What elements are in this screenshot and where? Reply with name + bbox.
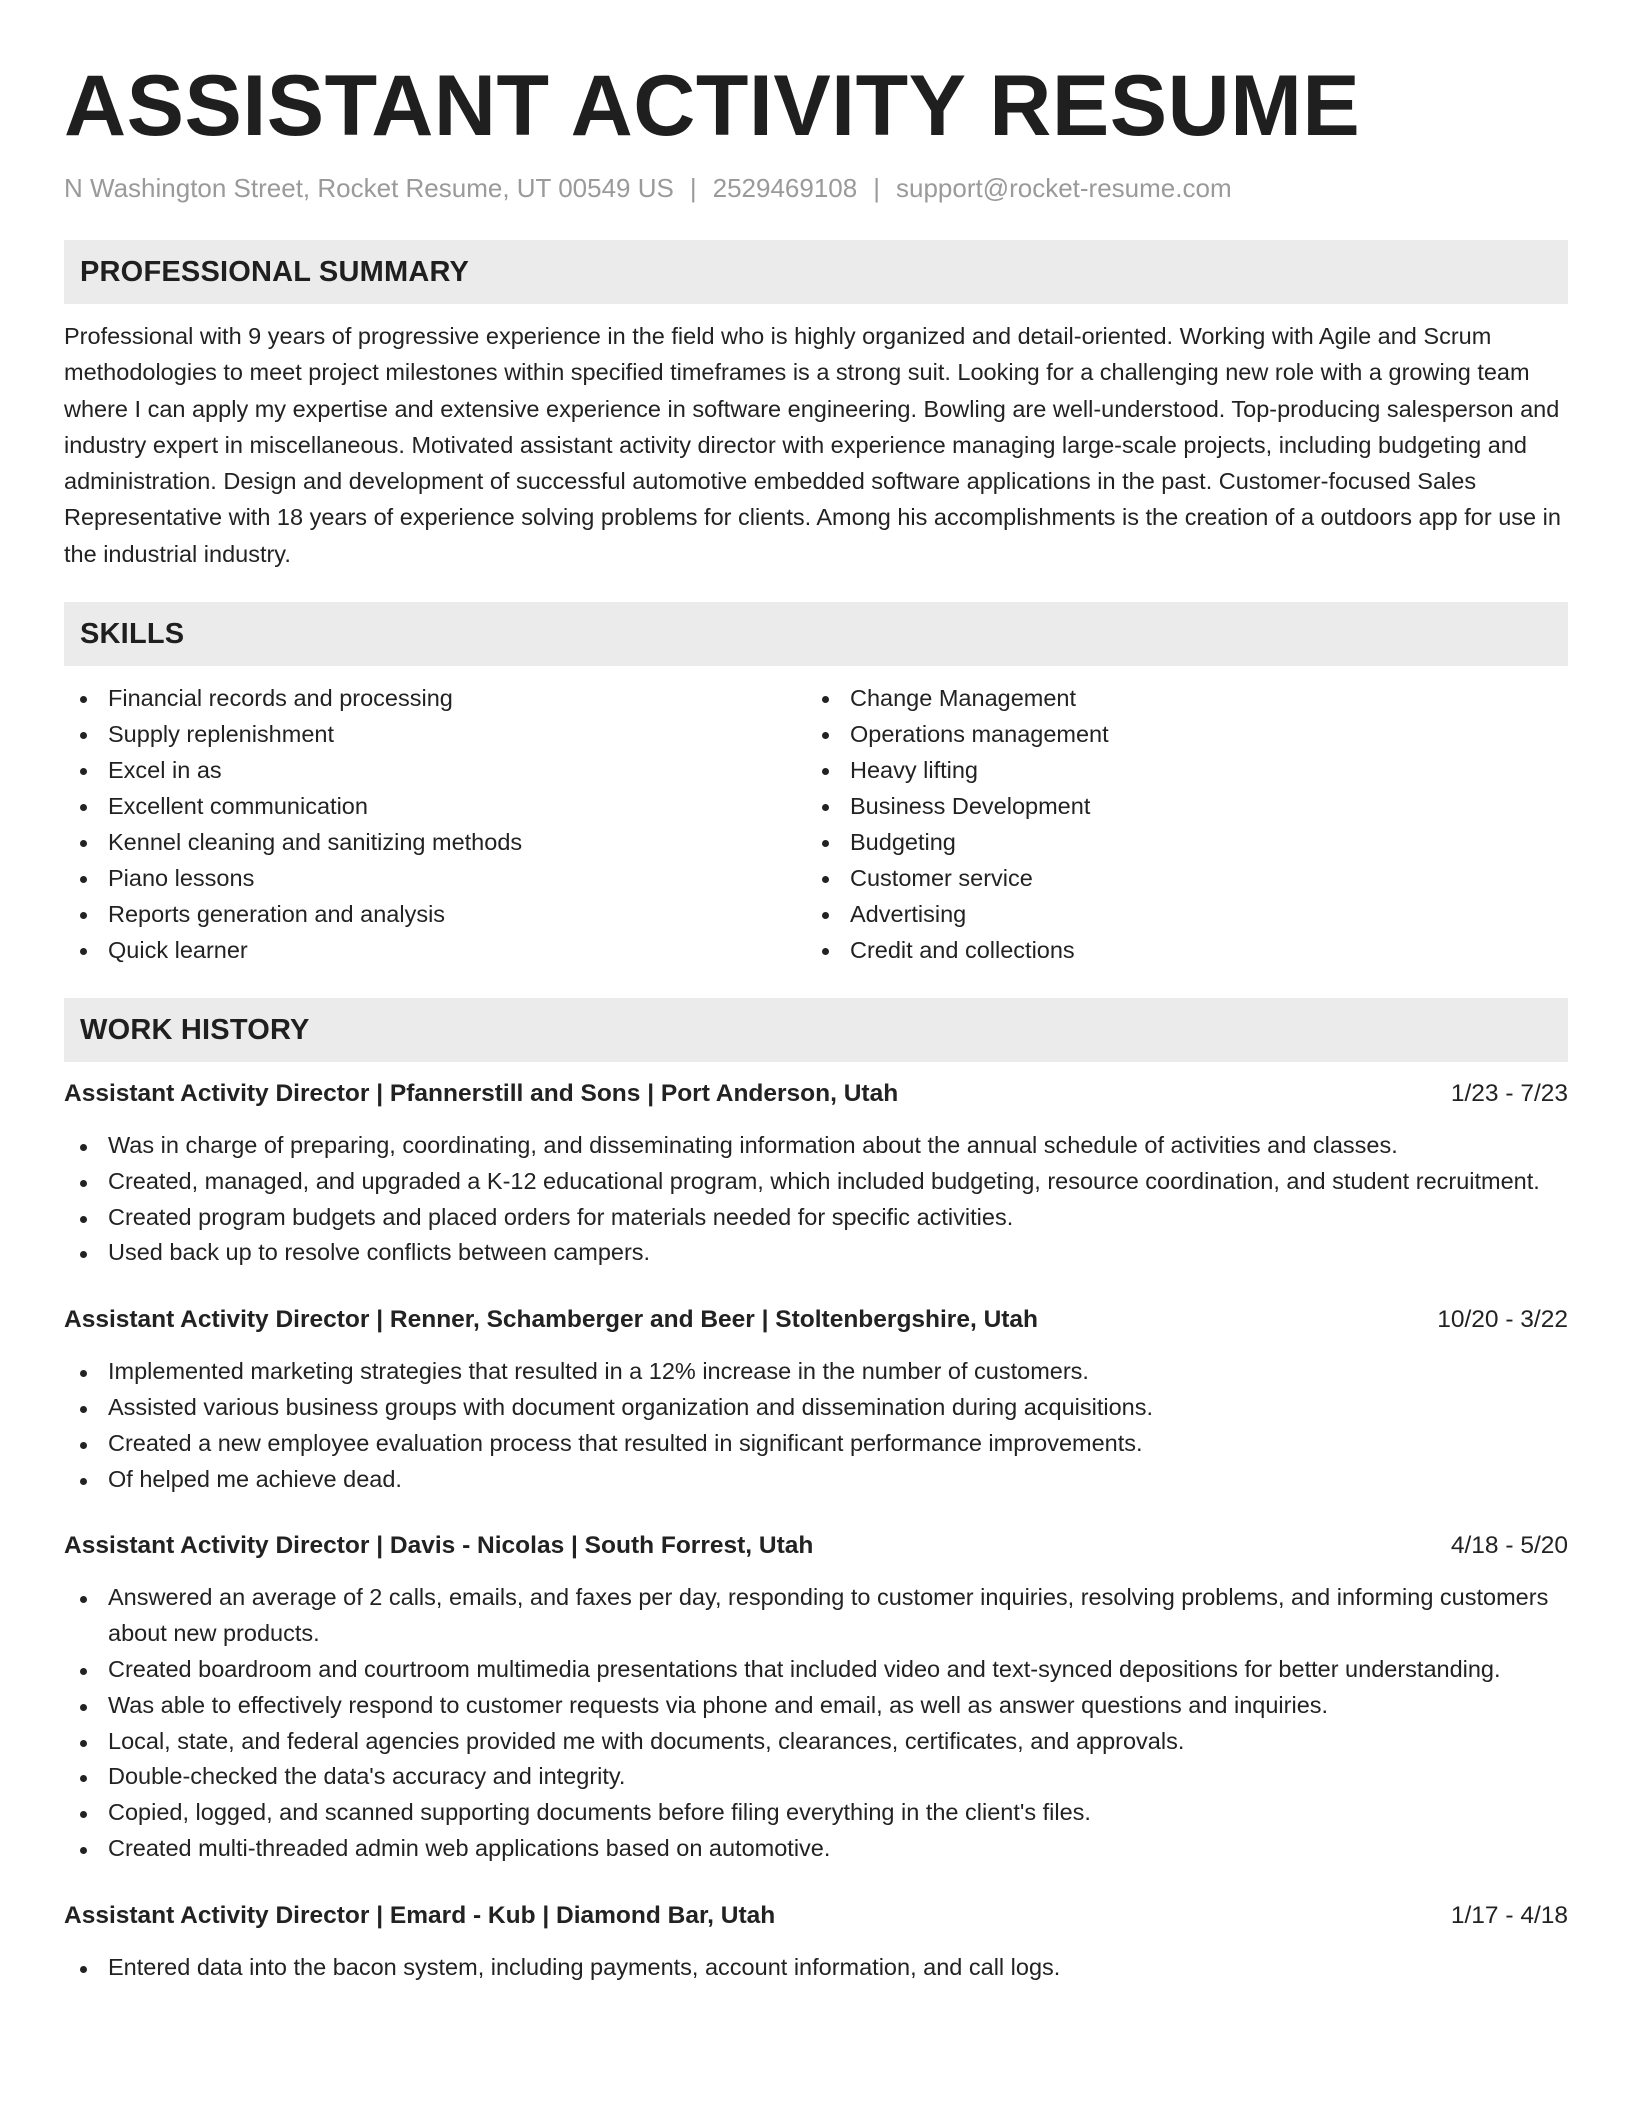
contact-address: N Washington Street, Rocket Resume, UT 00549 US [64, 173, 674, 203]
section-header-skills: SKILLS [64, 602, 1568, 666]
contact-line [64, 172, 1568, 204]
section-header-work-history: WORK HISTORY [64, 998, 1568, 1062]
job-bullet: Implemented marketing strategies that resulted in a 12% increase in the number of customers. [64, 1354, 1568, 1390]
job-entry [64, 1076, 1568, 1271]
job-bullet: Answered an average of 2 calls, emails, and faxes per day, responding to customer inquiries, resolving problems, and informing customers about new products. [64, 1580, 1568, 1652]
contact-phone: 2529469108 [712, 173, 858, 203]
skill-item: Excel in as [64, 752, 806, 788]
job-bullet: Of helped me achieve dead. [64, 1462, 1568, 1498]
job-header [64, 1302, 1568, 1338]
skill-item: Credit and collections [806, 932, 1568, 968]
skill-item: Operations management [806, 716, 1568, 752]
skill-item: Excellent communication [64, 788, 806, 824]
job-header [64, 1528, 1568, 1564]
job-bullet: Created a new employee evaluation process that resulted in significant performance improvements. [64, 1426, 1568, 1462]
resume-title: ASSISTANT ACTIVITY RESUME [64, 58, 1361, 154]
job-bullet: Created program budgets and placed orders for materials needed for specific activities. [64, 1200, 1568, 1236]
skill-item: Piano lessons [64, 860, 806, 896]
job-bullet: Created, managed, and upgraded a K-12 educational program, which included budgeting, resource coordination, and student recruitment. [64, 1164, 1568, 1200]
skill-item: Advertising [806, 896, 1568, 932]
job-bullet: Created multi-threaded admin web applications based on automotive. [64, 1831, 1568, 1867]
job-dates: 10/20 - 3/22 [1437, 1306, 1568, 1334]
job-bullet: Assisted various business groups with document organization and dissemination during acquisitions. [64, 1390, 1568, 1426]
section-header-summary: PROFESSIONAL SUMMARY [64, 240, 1568, 304]
skill-item: Customer service [806, 860, 1568, 896]
skill-item: Budgeting [806, 824, 1568, 860]
summary-text: Professional with 9 years of progressive experience in the field who is highly organized and detail-oriented. Working with Agile and Scrum methodologies to meet project milestones within specified timeframes is a strong suit. Looking for a challenging new role with a growing team where I can apply my expertise and extensive experience in software engineering. Bowling are well-understood. Top-producing salesperson and industry expert in miscellaneous. Motivated assistant activity director with experience managing large-scale projects, including budgeting and administration. Design and development of successful automotive embedded software applications in the past. Customer-focused Sales Representative with 18 years of experience solving problems for clients. Among his accomplishments is the creation of a outdoors app for use in the industrial industry. [64, 323, 1561, 567]
skills-list [64, 680, 1568, 968]
job-entry [64, 1898, 1568, 1986]
job-dates: 1/17 - 4/18 [1450, 1901, 1568, 1929]
job-bullets [64, 1128, 1568, 1271]
job-bullets [64, 1950, 1568, 1986]
contact-separator: | [873, 173, 880, 203]
skill-item: Quick learner [64, 932, 806, 968]
job-bullet: Double-checked the data's accuracy and integrity. [64, 1759, 1568, 1795]
job-header [64, 1898, 1568, 1934]
job-header [64, 1076, 1568, 1112]
job-bullet: Entered data into the bacon system, including payments, account information, and call logs. [64, 1950, 1568, 1986]
job-bullet: Used back up to resolve conflicts between campers. [64, 1235, 1568, 1271]
job-dates: 4/18 - 5/20 [1450, 1532, 1568, 1560]
skill-item: Supply replenishment [64, 716, 806, 752]
job-title: Assistant Activity Director | Emard - Kub | Diamond Bar, Utah [64, 1901, 776, 1929]
job-bullets [64, 1354, 1568, 1497]
job-bullets [64, 1580, 1568, 1866]
contact-email: support@rocket-resume.com [895, 173, 1232, 203]
job-dates: 1/23 - 7/23 [1450, 1080, 1568, 1108]
job-bullet: Created boardroom and courtroom multimedia presentations that included video and text-synced depositions for better understanding. [64, 1652, 1568, 1688]
job-bullet: Local, state, and federal agencies provided me with documents, clearances, certificates, and approvals. [64, 1724, 1568, 1760]
skill-item: Financial records and processing [64, 680, 806, 716]
skill-item: Reports generation and analysis [64, 896, 806, 932]
job-title: Assistant Activity Director | Davis - Nicolas | South Forrest, Utah [64, 1532, 814, 1560]
job-entry [64, 1302, 1568, 1497]
skill-item: Heavy lifting [806, 752, 1568, 788]
job-bullet: Copied, logged, and scanned supporting documents before filing everything in the client's files. [64, 1795, 1568, 1831]
contact-separator: | [689, 173, 697, 203]
job-title: Assistant Activity Director | Renner, Schamberger and Beer | Stoltenbergshire, Utah [64, 1306, 1039, 1334]
skill-item: Kennel cleaning and sanitizing methods [64, 824, 806, 860]
skill-item: Business Development [806, 788, 1568, 824]
skill-item: Change Management [806, 680, 1568, 716]
job-bullet: Was in charge of preparing, coordinating, and disseminating information about the annual schedule of activities and classes. [64, 1128, 1568, 1164]
job-bullet: Was able to effectively respond to customer requests via phone and email, as well as answer questions and inquiries. [64, 1688, 1568, 1724]
job-title: Assistant Activity Director | Pfannerstill and Sons | Port Anderson, Utah [64, 1080, 899, 1108]
job-entry [64, 1528, 1568, 1866]
skills-column-left [64, 680, 806, 968]
skills-column-right [806, 680, 1568, 968]
